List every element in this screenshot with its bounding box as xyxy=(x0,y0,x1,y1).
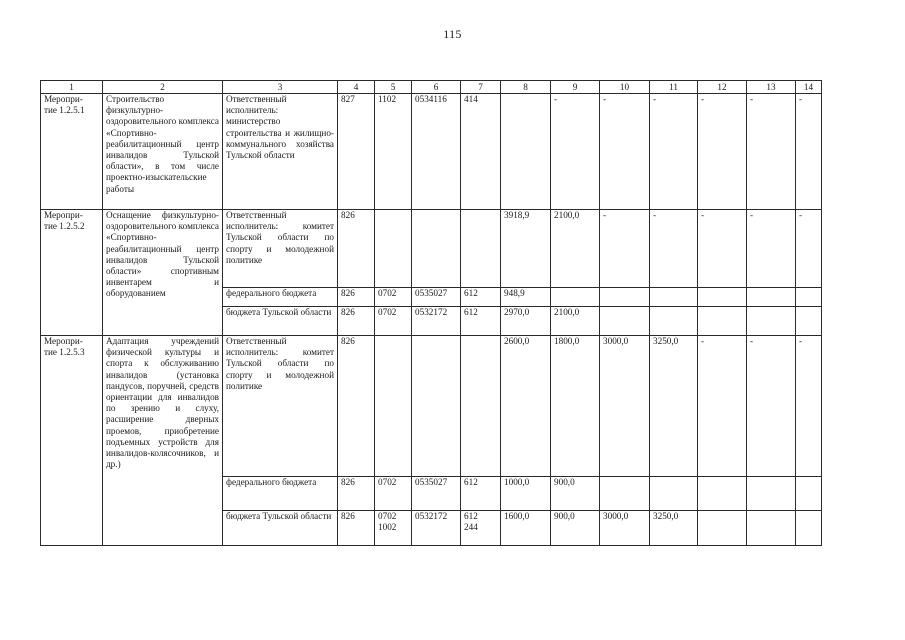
activity-name: Адаптация учреждений физической культуры и спорта к обслуживанию инвалидов (установка пандусов, поручней, средств ориентации для инвалидов по зрению и слуху, расширение дверных проемов, приобретение подъемных устройств для инвалидов-колясочников, и др.) xyxy=(103,336,223,546)
value-cell: - xyxy=(698,210,747,288)
target-code-cell: 0535027 xyxy=(412,288,461,307)
value-cell: 3000,0 xyxy=(600,336,650,477)
value-cell: 1000,0 xyxy=(501,477,551,511)
value-cell: - xyxy=(796,94,822,210)
value-cell: 3250,0 xyxy=(650,336,698,477)
executor-cell: Ответственный исполнитель: министерство строительства и жилищно-коммунального хозяйства Тульской области xyxy=(223,94,338,210)
value-cell: 3000,0 xyxy=(600,511,650,546)
activity-name: Оснащение физкультурно-оздоровительного комплекса «Спортивно-реабилитационный центр инвалидов Тульской области» спортивным инвентарем и оборудованием xyxy=(103,210,223,336)
expense-type-cell: 612 xyxy=(461,477,501,511)
target-code-cell: 0532172 xyxy=(412,307,461,336)
target-code-cell: 0535027 xyxy=(412,477,461,511)
header-cell: 7 xyxy=(461,81,501,94)
header-cell: 14 xyxy=(796,81,822,94)
target-code-cell: 0534116 xyxy=(412,94,461,210)
value-cell: 1800,0 xyxy=(551,336,600,477)
value-cell: 3250,0 xyxy=(650,511,698,546)
executor-cell: бюджета Тульской области xyxy=(223,307,338,336)
value-cell: 2100,0 xyxy=(551,307,600,336)
target-code-cell xyxy=(412,210,461,288)
section-code-cell: 0702 xyxy=(375,288,412,307)
value-cell xyxy=(501,94,551,210)
gr-code-cell: 826 xyxy=(338,336,375,477)
gr-code-cell: 826 xyxy=(338,210,375,288)
value-cell xyxy=(650,477,698,511)
expense-type-cell xyxy=(461,336,501,477)
expense-type-cell: 612 xyxy=(461,307,501,336)
value-cell xyxy=(600,288,650,307)
executor-cell: федерального бюджета xyxy=(223,288,338,307)
value-cell: 2100,0 xyxy=(551,210,600,288)
value-cell: - xyxy=(600,94,650,210)
executor-cell: Ответственный исполнитель: комитет Тульской области по спорту и молодежной политике xyxy=(223,210,338,288)
executor-cell: бюджета Тульской области xyxy=(223,511,338,546)
target-code-cell: 0532172 xyxy=(412,511,461,546)
value-cell: - xyxy=(551,94,600,210)
header-cell: 13 xyxy=(747,81,796,94)
target-code-cell xyxy=(412,336,461,477)
section-code-cell: 0702 xyxy=(375,477,412,511)
activity-name: Строительство физкультурно-оздоровительного комплекса «Спортивно-реабилитационный центр инвалидов Тульской области», в том числе проектно-изыскательские работы xyxy=(103,94,223,210)
value-cell: - xyxy=(650,210,698,288)
executor-cell: федерального бюджета xyxy=(223,477,338,511)
value-cell: - xyxy=(698,336,747,477)
value-cell xyxy=(747,477,796,511)
value-cell xyxy=(747,307,796,336)
header-cell: 2 xyxy=(103,81,223,94)
value-cell xyxy=(698,307,747,336)
header-cell: 11 xyxy=(650,81,698,94)
table-row xyxy=(41,210,822,288)
section-code-cell xyxy=(375,336,412,477)
header-cell: 4 xyxy=(338,81,375,94)
value-cell: - xyxy=(747,336,796,477)
expense-type-cell xyxy=(461,210,501,288)
value-cell: 948,9 xyxy=(501,288,551,307)
value-cell: 2600,0 xyxy=(501,336,551,477)
gr-code-cell: 826 xyxy=(338,511,375,546)
value-cell: 900,0 xyxy=(551,477,600,511)
header-cell: 9 xyxy=(551,81,600,94)
value-cell xyxy=(698,511,747,546)
program-table xyxy=(40,80,822,546)
value-cell xyxy=(600,307,650,336)
value-cell: - xyxy=(796,210,822,288)
activity-label: Меропри- тие 1.2.5.1 xyxy=(41,94,103,210)
gr-code-cell: 826 xyxy=(338,288,375,307)
gr-code-cell: 827 xyxy=(338,94,375,210)
table-row xyxy=(41,336,822,477)
expense-type-cell: 612 244 xyxy=(461,511,501,546)
value-cell: 3918,9 xyxy=(501,210,551,288)
page-number: 115 xyxy=(443,27,462,41)
expense-type-cell: 612 xyxy=(461,288,501,307)
value-cell xyxy=(698,288,747,307)
table-row xyxy=(41,94,822,210)
header-cell: 3 xyxy=(223,81,338,94)
activity-label: Меропри- тие 1.2.5.2 xyxy=(41,210,103,336)
gr-code-cell: 826 xyxy=(338,477,375,511)
header-cell: 6 xyxy=(412,81,461,94)
value-cell: - xyxy=(650,94,698,210)
value-cell xyxy=(747,511,796,546)
value-cell xyxy=(796,511,822,546)
header-cell: 8 xyxy=(501,81,551,94)
value-cell xyxy=(600,477,650,511)
header-cell: 1 xyxy=(41,81,103,94)
section-code-cell xyxy=(375,210,412,288)
value-cell xyxy=(698,477,747,511)
value-cell: - xyxy=(796,336,822,477)
value-cell xyxy=(650,288,698,307)
gr-code-cell: 826 xyxy=(338,307,375,336)
value-cell: - xyxy=(747,210,796,288)
header-row xyxy=(41,81,822,94)
executor-cell: Ответственный исполнитель: комитет Тульской области по спорту и молодежной политике xyxy=(223,336,338,477)
value-cell xyxy=(551,288,600,307)
value-cell: - xyxy=(747,94,796,210)
value-cell xyxy=(796,477,822,511)
header-cell: 5 xyxy=(375,81,412,94)
value-cell xyxy=(650,307,698,336)
section-code-cell: 0702 1002 xyxy=(375,511,412,546)
value-cell: 2970,0 xyxy=(501,307,551,336)
expense-type-cell: 414 xyxy=(461,94,501,210)
section-code-cell: 1102 xyxy=(375,94,412,210)
header-cell: 10 xyxy=(600,81,650,94)
value-cell: - xyxy=(600,210,650,288)
value-cell xyxy=(796,307,822,336)
value-cell: 900,0 xyxy=(551,511,600,546)
value-cell xyxy=(796,288,822,307)
value-cell: 1600,0 xyxy=(501,511,551,546)
section-code-cell: 0702 xyxy=(375,307,412,336)
header-cell: 12 xyxy=(698,81,747,94)
value-cell: - xyxy=(698,94,747,210)
value-cell xyxy=(747,288,796,307)
activity-label: Меропри- тие 1.2.5.3 xyxy=(41,336,103,546)
